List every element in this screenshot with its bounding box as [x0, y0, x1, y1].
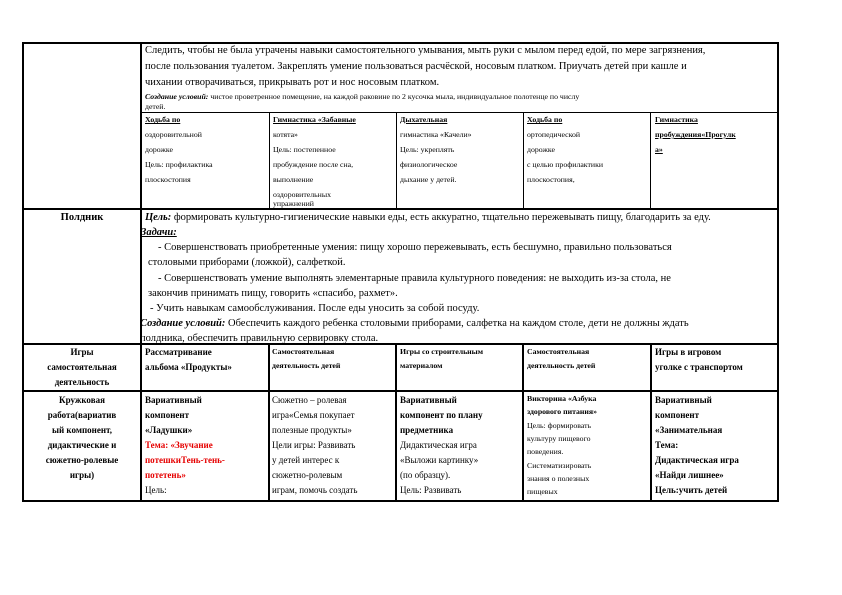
activity-title: Дыхательная — [400, 115, 448, 124]
activity-line: дыхание у детей. — [400, 175, 457, 184]
snack-conditions-label: Создание условий: — [140, 318, 226, 329]
activity-line: выполнение — [273, 175, 314, 184]
activity-line: котята» — [273, 130, 298, 139]
club-label-line: работа(вариатив — [47, 410, 117, 420]
club-line: компонент по плану — [400, 410, 483, 420]
games-cell-independent-2-line: деятельность детей — [527, 361, 596, 370]
club-line: знания о полезных — [527, 474, 590, 483]
row1-bottom-border — [142, 112, 778, 113]
snack-task-line: столовыми приборами (ложкой), салфеткой. — [148, 257, 346, 268]
club-label-line: сюжетно-ролевые — [45, 455, 119, 465]
activity-line: физиологическое — [400, 160, 458, 169]
activity-line: с целью профилактики — [527, 160, 604, 169]
snack-task-line: - Совершенствовать приобретенные умения: пищу хорошо пережевывать, есть бесшумно, правильно пользоваться — [158, 242, 672, 253]
club-line: «Занимательная — [655, 425, 723, 435]
club-line: поведения. — [527, 447, 564, 456]
snack-goal-text: формировать культурно-гигиенические навыки еды, есть аккуратно, тщательно пережевывать пищу, благодарить за еду. — [171, 212, 711, 223]
games-cell-transport-line: Игры в игровом — [655, 347, 722, 357]
club-line: у детей интерес к — [272, 455, 340, 465]
row2-divider-2 — [396, 112, 397, 208]
club-line: Цель: формировать — [527, 421, 592, 430]
hygiene-text-line-2: после пользования туалетом. Закреплять умение пользоваться расчёской, носовым платком. Приучать детей при кашле и — [145, 61, 687, 72]
club-line: культуру пищевого — [527, 434, 591, 443]
club-line: Вариативный — [145, 395, 202, 405]
snack-tasks-label: Задачи: — [141, 227, 177, 238]
row45-divider-1 — [268, 343, 270, 501]
activity-line: Цель: профилактика — [145, 160, 213, 169]
activity-line: оздоровительных — [273, 190, 331, 199]
activity-line: гимнастика «Качели» — [400, 130, 472, 139]
club-line: Вариативный — [655, 395, 712, 405]
club-topic-line: потешкиТень-тень- — [145, 455, 225, 465]
activity-line: плоскостопия — [145, 175, 191, 184]
club-line: Викторина «Азбука — [527, 394, 597, 403]
club-line: Цель: — [145, 485, 167, 495]
games-cell-building-line: материалом — [400, 361, 443, 370]
row4-bottom-border — [22, 390, 778, 392]
activity-line: Цель: укреплять — [400, 145, 455, 154]
club-line: Цель: Развивать — [400, 485, 462, 495]
club-line: Цель:учить детей — [655, 485, 728, 495]
club-topic-line: потетень» — [145, 470, 186, 480]
club-line: сюжетно-ролевым — [272, 470, 343, 480]
games-cell-independent-2-line: Самостоятельная — [527, 347, 590, 356]
activity-title: Гимнастика «Забавные — [273, 115, 356, 124]
club-line: (по образцу). — [400, 470, 451, 480]
row2-bottom-border — [22, 208, 778, 210]
club-label-line: ый компонент, — [51, 425, 113, 435]
activity-title: Ходьба по — [527, 115, 563, 124]
club-line: Дидактическая игра — [400, 440, 477, 450]
games-cell-independent-line: Самостоятельная — [272, 347, 335, 356]
games-label-line: самостоятельная — [47, 362, 117, 372]
hygiene-text-line-3: чихании отворачиваться, прикрывать рот и нос носовым платком. — [145, 77, 440, 88]
activity-line: дорожке — [145, 145, 173, 154]
games-cell-building-line: Игры со строительным — [400, 347, 484, 356]
activity-line: пробуждения«Прогулк — [655, 130, 736, 139]
hygiene-conditions-tail: детей. — [145, 102, 166, 111]
activity-line: оздоровительной — [145, 130, 202, 139]
games-label-line: Игры — [70, 347, 94, 357]
snack-conditions-tail: полдника, обеспечить правильную сервировку стола. — [140, 333, 379, 344]
hygiene-conditions-label: Создание условий: — [145, 92, 209, 101]
club-line: полезные продукты» — [272, 425, 352, 435]
activity-line: дорожке — [527, 145, 555, 154]
games-cell-album-line: альбома «Продукты» — [145, 362, 232, 372]
hygiene-conditions-text: чистое проветренное помещение, на каждой раковине по 2 кусочка мыла, индивидуальное полотенце по числу — [208, 92, 580, 101]
club-topic-line: Тема: «Звучание — [145, 440, 213, 450]
snack-goal — [145, 211, 711, 224]
club-line: Вариативный — [400, 395, 457, 405]
club-label-line: игры) — [69, 470, 95, 480]
club-line: игра«Семья покупает — [272, 410, 355, 420]
club-line: пищевых — [527, 487, 558, 496]
activity-title: Гимнастика — [655, 115, 698, 124]
hygiene-text-line-1: Следить, чтобы не была утрачены навыки самостоятельного умывания, мыть руки с мылом перед едой, по мере загрязнения, — [145, 45, 706, 56]
hygiene-conditions — [145, 91, 579, 103]
games-cell-album-line: Рассматривание — [145, 347, 212, 357]
table-right-border — [777, 42, 779, 502]
games-label-line: деятельность — [54, 377, 110, 387]
label-column-border — [140, 42, 142, 502]
row45-divider-4 — [650, 343, 652, 501]
row45-divider-2 — [395, 343, 397, 501]
club-line: «Ладушки» — [145, 425, 193, 435]
club-line: здорового питания» — [527, 407, 598, 416]
snack-conditions-text: Обеспечить каждого ребенка столовыми приборами, салфетка на каждом столе, дети не должны ждать — [225, 318, 689, 329]
club-line: Систематизировать — [527, 461, 592, 470]
games-cell-transport-line: уголке с транспортом — [655, 362, 743, 372]
activity-line: плоскостопия, — [527, 175, 575, 184]
snack-task-line: - Учить навыкам самообслуживания. После еды уносить за собой посуду. — [150, 303, 480, 314]
games-cell-independent-line: деятельность детей — [272, 361, 341, 370]
row2-divider-1 — [269, 112, 270, 208]
club-line: компонент — [145, 410, 189, 420]
snack-goal-label: Цель: — [145, 212, 172, 223]
club-line: Цели игры: Развивать — [272, 440, 356, 450]
row45-divider-3 — [522, 343, 524, 501]
snack-row-label: Полдник — [60, 212, 104, 223]
snack-conditions — [140, 317, 689, 330]
club-label-line: Кружковая — [59, 395, 105, 405]
club-line: «Выложи картинку» — [400, 455, 479, 465]
row2-divider-3 — [523, 112, 524, 208]
club-line: предметника — [400, 425, 454, 435]
table-bottom-border — [22, 500, 778, 502]
activity-line: Цель: постепенное — [273, 145, 336, 154]
activity-line: упражнений — [273, 199, 314, 208]
club-line: компонент — [655, 410, 699, 420]
activity-line: а» — [655, 145, 663, 154]
snack-task-line: - Совершенствовать умение выполнять элементарные правила культурного поведения: не выходить из-за стола, не — [158, 273, 671, 284]
club-label-line: дидактические и — [47, 440, 117, 450]
activity-line: ортопедической — [527, 130, 581, 139]
club-line: играм, помочь создать — [272, 485, 358, 495]
club-line: Тема: — [655, 440, 679, 450]
club-line: Дидактическая игра — [655, 455, 739, 465]
activity-title: Ходьба по — [145, 115, 181, 124]
club-line: Сюжетно – ролевая — [272, 395, 347, 405]
club-line: «Найди лишнее» — [655, 470, 724, 480]
activity-line: пробуждение после сна, — [273, 160, 354, 169]
row2-divider-4 — [650, 112, 651, 208]
snack-task-line: закончив принимать пищу, говорить «спасибо, рахмет». — [148, 288, 398, 299]
